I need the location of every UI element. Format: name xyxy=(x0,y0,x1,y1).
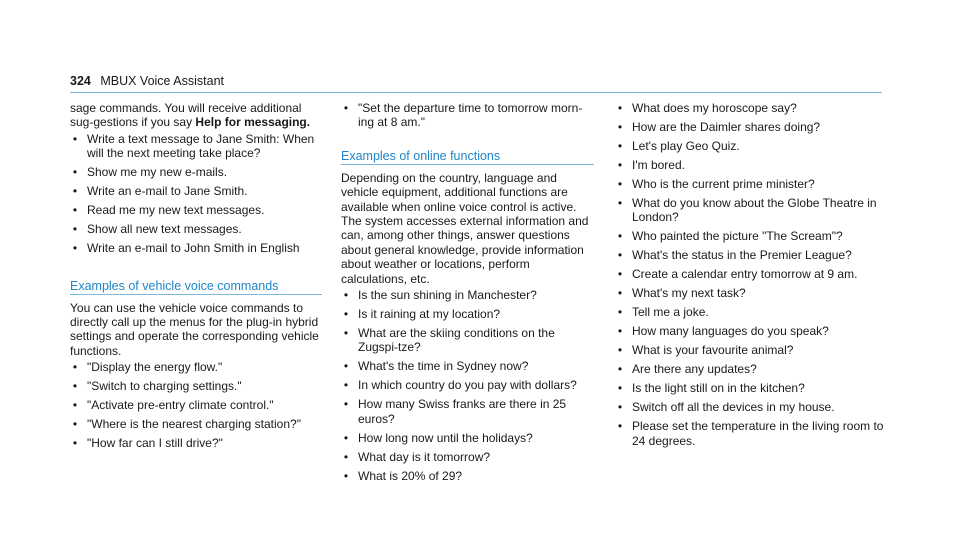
list-item: • How are the Daimler shares doing? xyxy=(617,120,821,134)
bullet-icon: • xyxy=(617,120,623,134)
list-item: • Write an e-mail to Jane Smith. xyxy=(72,184,248,199)
list-item: • Let's play Geo Quiz. xyxy=(617,139,740,153)
intro-text: sage commands. You will receive additional sug-gestions if you say xyxy=(70,101,302,130)
list-item: • What day is it tomorrow? xyxy=(343,449,491,464)
list-item: • Switch off all the devices in my house. xyxy=(617,400,835,415)
online-functions-paragraph: Depending on the country, language and vehicle equipment, additional functions are available when online voice control is active. The system accesses external information and can, among other things, answer questions about general knowledge, provide information about weather or locations, perform calculations, etc. xyxy=(341,170,589,286)
list-item: • Is it raining at my location? xyxy=(343,307,501,322)
bullet-icon: • xyxy=(617,196,623,210)
list-item: • Are there any updates? xyxy=(617,362,757,377)
bullet-icon: • xyxy=(343,397,349,412)
bullet-icon: • xyxy=(343,101,349,115)
bullet-icon: • xyxy=(72,222,78,237)
bullet-icon: • xyxy=(343,307,349,322)
online-function-list-continued xyxy=(615,101,885,448)
bullet-icon: • xyxy=(617,419,623,434)
list-item: • "How far can I still drive?" xyxy=(72,436,223,451)
list-item: • Tell me a joke. xyxy=(617,305,709,320)
section-title-vehicle-commands: Examples of vehicle voice commands xyxy=(70,278,322,295)
list-item: • Who is the current prime minister? xyxy=(617,177,815,191)
list-item: • What are the skiing conditions on the Zugspi-tze? xyxy=(343,326,555,355)
bullet-icon: • xyxy=(72,165,78,180)
list-item: • I'm bored. xyxy=(617,158,685,172)
messaging-command-list xyxy=(70,132,320,256)
page-header xyxy=(70,72,882,93)
list-item: • "Activate pre-entry climate control." xyxy=(72,398,274,413)
list-item: • How long now until the holidays? xyxy=(343,430,533,445)
bullet-icon: • xyxy=(72,360,78,375)
intro-bold-command: Help for messaging. xyxy=(195,115,311,130)
column-1 xyxy=(70,101,320,455)
bullet-icon: • xyxy=(72,203,78,218)
list-item: • "Switch to charging settings." xyxy=(72,379,242,394)
vehicle-command-list-continued xyxy=(341,101,594,130)
list-item: • Write a text message to Jane Smith: When will the next meeting take place? xyxy=(72,131,315,161)
list-item: • What is 20% of 29? xyxy=(343,468,463,483)
column-2 xyxy=(341,101,594,488)
list-item: • How many Swiss franks are there in 25 euros? xyxy=(343,397,567,426)
page-number: 324 xyxy=(70,74,91,88)
bullet-icon: • xyxy=(72,417,78,432)
list-item: • In which country do you pay with dollars? xyxy=(343,378,577,393)
list-item: • Read me my new text messages. xyxy=(72,203,265,218)
bullet-icon: • xyxy=(617,248,623,263)
bullet-icon: • xyxy=(617,229,623,244)
bullet-icon: • xyxy=(617,267,623,282)
bullet-icon: • xyxy=(72,184,78,199)
bullet-icon: • xyxy=(617,324,623,339)
list-item: • Show me my new e-mails. xyxy=(72,165,228,180)
bullet-icon: • xyxy=(343,378,349,393)
bullet-icon: • xyxy=(617,343,623,358)
bullet-icon: • xyxy=(343,288,349,303)
bullet-icon: • xyxy=(72,436,78,451)
vehicle-commands-paragraph: You can use the vehicle voice commands to directly call up the menus for the plug-in hybrid settings and operate the corresponding vehicle functions. xyxy=(70,300,319,358)
list-item: • What's the status in the Premier League? xyxy=(617,248,852,263)
bullet-icon: • xyxy=(72,131,78,146)
intro-paragraph xyxy=(70,101,320,130)
list-item: • What does my horoscope say? xyxy=(617,101,797,115)
bullet-icon: • xyxy=(617,400,623,415)
bullet-icon: • xyxy=(343,468,349,483)
bullet-icon: • xyxy=(343,449,349,464)
list-item: • Write an e-mail to John Smith in English xyxy=(72,241,300,256)
list-item: • What is your favourite animal? xyxy=(617,343,794,358)
list-item: • Is the sun shining in Manchester? xyxy=(343,288,537,303)
bullet-icon: • xyxy=(72,241,78,256)
column-3 xyxy=(615,101,885,453)
list-item: • What do you know about the Globe Theatre in London? xyxy=(617,196,877,225)
list-item: • Show all new text messages. xyxy=(72,222,242,237)
list-item: • How many languages do you speak? xyxy=(617,324,829,339)
bullet-icon: • xyxy=(617,158,623,172)
page-header-title: MBUX Voice Assistant xyxy=(100,74,225,88)
bullet-icon: • xyxy=(617,177,623,191)
list-item: • Who painted the picture "The Scream"? xyxy=(617,229,843,244)
bullet-icon: • xyxy=(617,305,623,320)
bullet-icon: • xyxy=(617,286,623,301)
list-item: • "Where is the nearest charging station?" xyxy=(72,417,301,432)
section-title-online-functions: Examples of online functions xyxy=(341,148,594,165)
list-item: • "Display the energy flow." xyxy=(72,360,223,375)
list-item: • What's my next task? xyxy=(617,286,746,301)
bullet-icon: • xyxy=(343,326,349,341)
bullet-icon: • xyxy=(343,359,349,374)
bullet-icon: • xyxy=(617,139,623,153)
list-item: • What's the time in Sydney now? xyxy=(343,359,529,374)
online-function-list xyxy=(341,288,594,483)
bullet-icon: • xyxy=(343,430,349,445)
bullet-icon: • xyxy=(617,362,623,377)
list-item: • Create a calendar entry tomorrow at 9 am. xyxy=(617,267,858,282)
bullet-icon: • xyxy=(617,381,623,396)
list-item: • Please set the temperature in the living room to 24 degrees. xyxy=(617,419,884,448)
list-item: • Is the light still on in the kitchen? xyxy=(617,381,805,396)
bullet-icon: • xyxy=(72,398,78,413)
vehicle-command-list xyxy=(70,360,320,450)
list-item: • "Set the departure time to tomorrow morn-ing at 8 am." xyxy=(343,101,583,130)
bullet-icon: • xyxy=(72,379,78,394)
bullet-icon: • xyxy=(617,101,623,115)
